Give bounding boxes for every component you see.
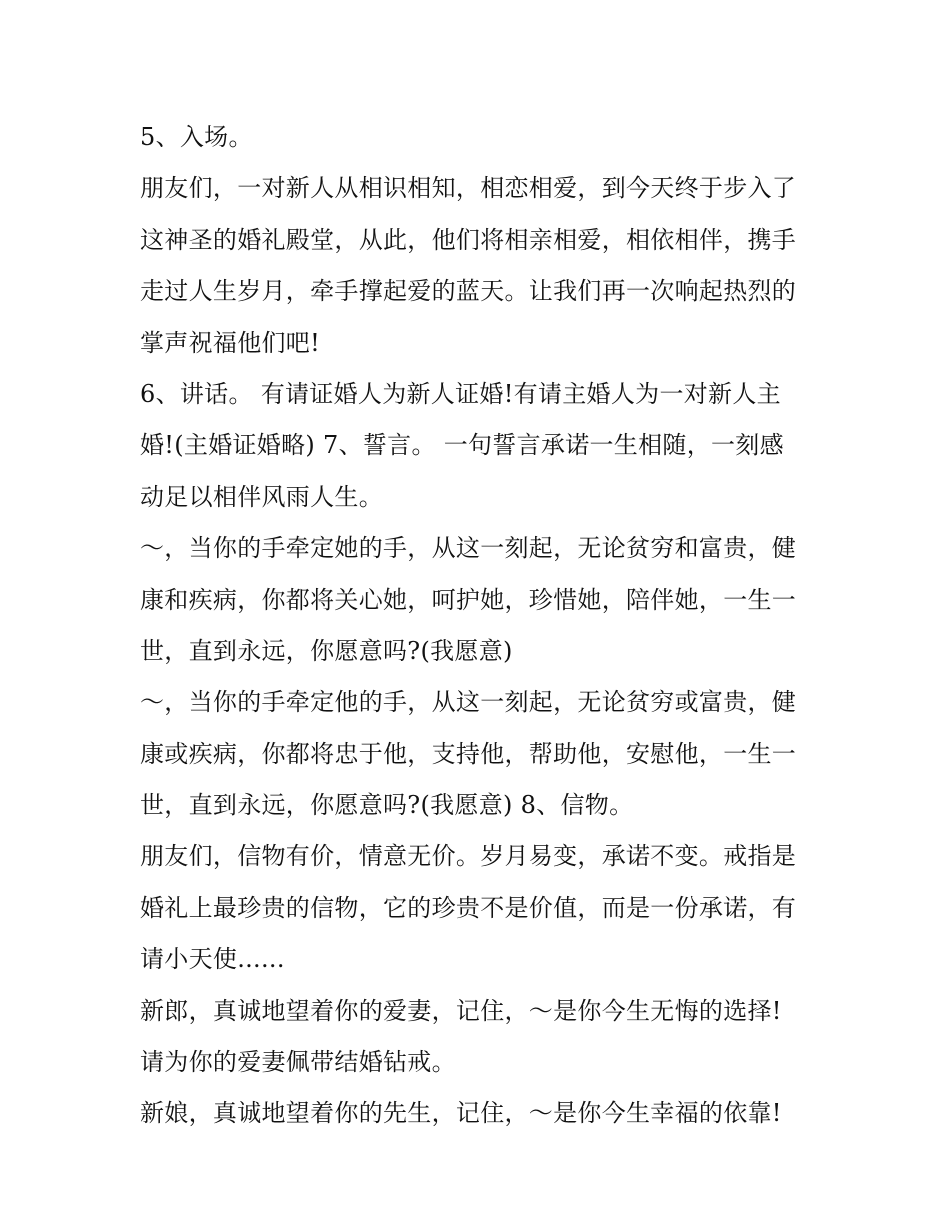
text-line: 新娘，真诚地望着你的先生，记住，～是你今生幸福的依靠! [140,1099,782,1128]
text-line: 婚!(主婚证婚略) 7、誓言。 一句誓言承诺一生相随，一刻感 [140,431,784,460]
text-line: 康和疾病，你都将关心她，呵护她，珍惜她，陪伴她，一生一 [140,585,797,614]
text-line: 朋友们，信物有价，情意无价。岁月易变，承诺不变。戒指是 [140,842,797,871]
text-line: ～，当你的手牵定她的手，从这一刻起，无论贫穷和富贵，健 [140,534,797,563]
text-line: 婚礼上最珍贵的信物，它的珍贵不是价值，而是一份承诺，有 [140,893,797,922]
text-line: 新郎，真诚地望着你的爱妻，记住，～是你今生无悔的选择! [140,996,782,1025]
text-line: 请小天使...... [140,945,285,974]
text-line: 世，直到永远，你愿意吗?(我愿意) [140,636,513,665]
text-line: 5、入场。 [140,123,253,151]
text-line: 这神圣的婚礼殿堂，从此，他们将相亲相爱，相依相伴，携手 [140,225,797,254]
document-body [140,112,820,1140]
text-line: 康或疾病，你都将忠于他，支持他，帮助他，安慰他，一生一 [140,739,797,768]
text-line: 动足以相伴风雨人生。 [140,482,383,511]
text-line: 6、讲话。 有请证婚人为新人证婚!有请主婚人为一对新人主 [140,379,781,408]
text-line: 请为你的爱妻佩带结婚钻戒。 [140,1048,456,1077]
text-line: 世，直到永远，你愿意吗?(我愿意) 8、信物。 [140,791,634,820]
text-line: 朋友们，一对新人从相识相知，相恋相爱，到今天终于步入了 [140,174,797,203]
text-line: ～，当你的手牵定他的手，从这一刻起，无论贫穷或富贵，健 [140,688,797,717]
text-line: 走过人生岁月，牵手撑起爱的蓝天。让我们再一次响起热烈的 [140,277,797,306]
text-line: 掌声祝福他们吧! [140,328,321,357]
